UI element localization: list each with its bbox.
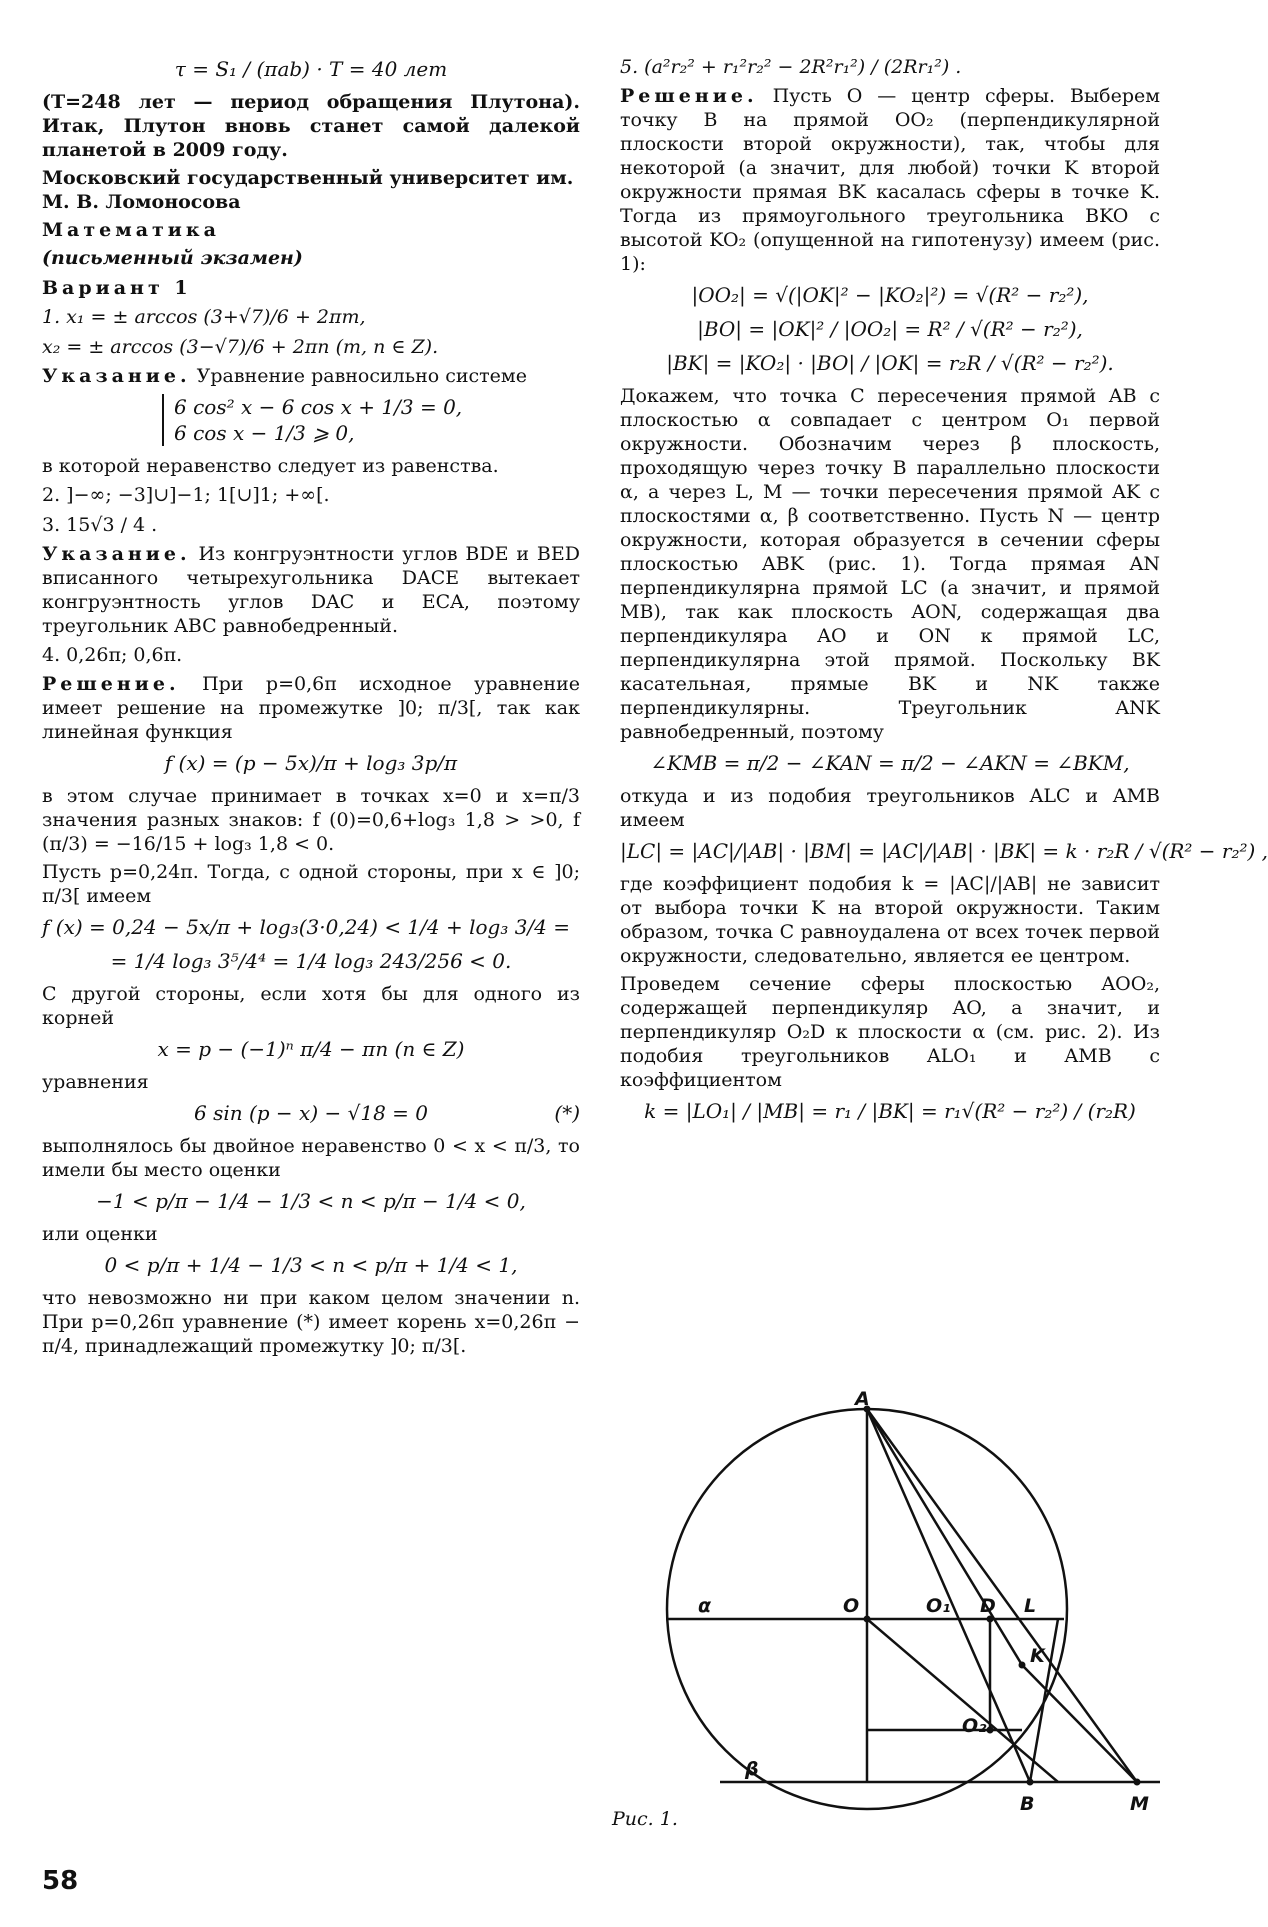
estimate-1: −1 < p/π − 1/4 − 1/3 < n < p/π − 1/4 < 0, [96, 1189, 526, 1213]
figure-caption: Рис. 1. [612, 1808, 678, 1830]
label-b: B [1020, 1793, 1035, 1815]
hint-3-label: Указание. [42, 543, 191, 565]
label-m: M [1130, 1793, 1149, 1815]
point-k [1019, 1662, 1026, 1669]
roots-formula: x = p − (−1)ⁿ π/4 − πn (n ∈ Z) [157, 1037, 465, 1061]
solution-5-p5: Проведем сечение сферы плоскостью AOO₂, содержащей перпендикуляр AO, а значит, и перпендикуляр O₂D к плоскости α (см. рис. 2). Из подобия треугольников ALO₁ и AMB с коэффициентом [620, 973, 1160, 1091]
point-o [864, 1616, 871, 1623]
star-equation-text: 6 sin (p − x) − √18 = 0 [193, 1101, 428, 1125]
formula-oo2: |OO₂| = √(|OK|² − |KO₂|²) = √(R² − r₂²), [691, 283, 1089, 307]
formula-bo: |BO| = |OK|² / |OO₂| = R² / √(R² − r₂²), [697, 317, 1083, 341]
solution-4-p2: в этом случае принимает в точках x=0 и x=π/3 значения разных знаков: f (0)=0,6+log₃ 1,8 > >0, f (π/3) = −16/15 + log₃ 1,8 < 0. [42, 785, 580, 855]
hint-1 [42, 364, 580, 388]
hint-1-after: в которой неравенство следует из равенства. [42, 455, 499, 477]
solution-5-label: Решение. [620, 85, 758, 107]
f-definition: f (x) = (p − 5x)/π + log₃ 3p/π [164, 751, 458, 775]
label-o: O [843, 1595, 860, 1617]
hint-1-label: Указание. [42, 365, 191, 387]
line-ok [867, 1619, 1058, 1782]
system-line-1: 6 cos² x − 6 cos x + 1/3 = 0, [174, 395, 463, 419]
formula-bk: |BK| = |KO₂| · |BO| / |OK| = r₂R / √(R² − r₂²). [666, 351, 1114, 375]
estimate-2: 0 < p/π + 1/4 − 1/3 < n < p/π + 1/4 < 1, [104, 1253, 518, 1277]
solution-4-p5: выполнялось бы двойное неравенство 0 < x < π/3, то имели бы место оценки [42, 1135, 580, 1181]
formula-lc: |LC| = |AC|/|AB| · |BM| = |AC|/|AB| · |BK| = k · r₂R / √(R² − r₂²) , [620, 839, 1268, 863]
label-k: K [1030, 1645, 1045, 1667]
hint-1-text: Уравнение равносильно системе [196, 365, 527, 387]
hint-3-text: Из конгруэнтности углов BDE и BED вписанного четырехугольника DACE вытекает конгруэнтность углов DAC и ECA, поэтому треугольник ABC равнобедренный. [42, 543, 580, 637]
figure-1 [600, 1390, 1160, 1830]
variant-heading: Вариант 1 [42, 277, 192, 299]
answer-1b: x₂ = ± arccos (3−√7)/6 + 2πn (m, n ∈ Z). [42, 336, 439, 358]
solution-4-text-1: При p=0,6π исходное уравнение имеет решение на промежутке ]0; π/3[, так как линейная функция [42, 673, 580, 743]
solution-5-p3: откуда и из подобия треугольников ALC и AMB имеем [620, 785, 1160, 831]
line-bk [1030, 1619, 1058, 1782]
solution-5-p1 [620, 84, 1160, 276]
label-o1: O₁ [926, 1595, 951, 1617]
solution-5-p4: где коэффициент подобия k = |AC|/|AB| не зависит от выбора точки K на второй окружности. Таким образом, точка C равноудалена от всех точек первой окружности, следовательно, является ее центром. [620, 873, 1160, 967]
answer-3: 3. 15√3 / 4 . [42, 514, 158, 536]
answer-4: 4. 0,26π; 0,6π. [42, 644, 183, 666]
label-a: A [855, 1388, 870, 1410]
inequality-line-1: f (x) = 0,24 − 5x/π + log₃(3·0,24) < 1/4 + log₃ 3/4 = [42, 915, 571, 939]
label-o2: O₂ [962, 1715, 987, 1737]
subject-heading: Математика [42, 219, 220, 241]
answer-5: 5. (a²r₂² + r₁²r₂² − 2R²r₁²) / (2Rr₁²) . [620, 56, 962, 78]
system-of-equations [162, 394, 580, 446]
page-number: 58 [42, 1866, 79, 1896]
formula-k: k = |LO₁| / |MB| = r₁ / |BK| = r₁√(R² − r₂²) / (r₂R) [644, 1099, 1136, 1123]
point-m [1134, 1779, 1141, 1786]
or-estimates: или оценки [42, 1223, 158, 1245]
system-line-2: 6 cos x − 1/3 ⩾ 0, [174, 421, 355, 445]
point-b [1027, 1779, 1034, 1786]
solution-4-label: Решение. [42, 673, 180, 695]
tau-formula: τ = S₁ / (πab) · T = 40 лет [174, 57, 448, 81]
label-l: L [1024, 1595, 1037, 1617]
line-ak [867, 1409, 1022, 1665]
inequality-line-2: = 1/4 log₃ 3⁵/4⁴ = 1/4 log₃ 243/256 < 0. [110, 949, 512, 973]
star-mark: (*) [554, 1101, 580, 1125]
pluto-note: (T=248 лет — период обращения Плутона). Итак, Плутон вновь станет самой далекой планетой в 2009 году. [42, 91, 580, 161]
university-heading: Московский государственный университет им. М. В. Ломоносова [42, 167, 574, 213]
label-alpha: α [698, 1595, 712, 1617]
right-column [620, 50, 1268, 1132]
exam-type: (письменный экзамен) [42, 247, 303, 269]
equation-label: уравнения [42, 1071, 149, 1093]
solution-5-p2: Докажем, что точка C пересечения прямой AB с плоскостью α совпадает с центром O₁ первой окружности. Обозначим через β плоскость, проходящую через точку B параллельно плоскости α, а через L, M — точки пересечения прямой AK с плоскостями α, β соответственно. Пусть N — центр окружности, которая образуется в сечении сферы плоскостью ABK (рис. 1). Тогда прямая AN перпендикулярна прямой LC (а значит, и прямой MB), так как плоскость AON, содержащая два перпендикуляра AO и ON к прямой LC, перпендикулярна этой прямой. Поскольку BK касательная, прямые BK и NK также перпендикулярны. Треугольник ANK равнобедренный, поэтому [620, 385, 1160, 743]
label-beta: β [745, 1758, 759, 1780]
geometry-diagram [600, 1390, 1160, 1830]
angles-formula: ∠KMB = π/2 − ∠KAN = π/2 − ∠AKN = ∠BKM, [650, 751, 1130, 775]
line-am [867, 1409, 1137, 1782]
left-column [42, 50, 580, 1362]
answer-1a: 1. x₁ = ± arccos (3+√7)/6 + 2πm, [42, 306, 366, 328]
solution-4-p4: С другой стороны, если хотя бы для одного из корней [42, 983, 580, 1029]
point-o2 [987, 1727, 994, 1734]
label-d: D [980, 1595, 996, 1617]
star-equation [42, 1100, 580, 1126]
solution-4-p1 [42, 672, 580, 744]
hint-3 [42, 542, 580, 638]
solution-4-p6: что невозможно ни при каком целом значении n. При p=0,26π уравнение (*) имеет корень x=0,26π − π/4, принадлежащий промежутку ]0; π/3[. [42, 1287, 580, 1357]
solution-4-p3: Пусть p=0,24π. Тогда, с одной стороны, при x ∈ ]0; π/3[ имеем [42, 861, 580, 907]
solution-5-text-1: Пусть O — центр сферы. Выберем точку B на прямой OO₂ (перпендикулярной плоскости второй окружности), так, чтобы для некоторой (а значит, для любой) точки K второй окружности прямая BK касалась сферы в точке K. Тогда из прямоугольного треугольника BKO с высотой KO₂ (опущенной на гипотенузу) имеем (рис. 1): [620, 85, 1160, 275]
answer-2: 2. ]−∞; −3]∪]−1; 1[∪]1; +∞[. [42, 484, 330, 506]
